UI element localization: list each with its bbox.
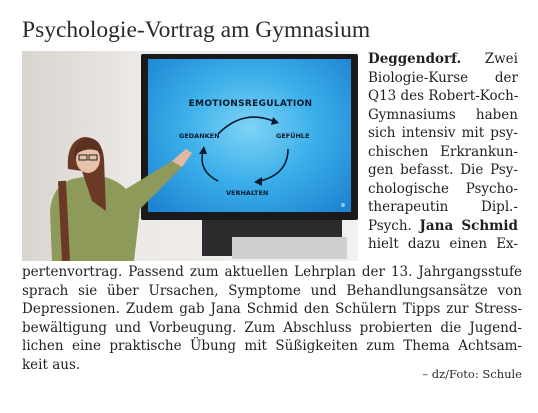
article-line: Q13 des Robert-Koch- <box>368 88 519 104</box>
article-line: sich intensiv mit psy- <box>368 125 518 141</box>
article-line: hielt dazu einen Ex- <box>368 236 518 252</box>
article-headline: Psychologie-Vortrag am Gymnasium <box>22 17 371 43</box>
slide-node-gefuehle: GEFÜHLE <box>276 132 310 140</box>
article-line: Deggendorf. Zwei <box>368 51 518 67</box>
article-text-column <box>368 50 518 254</box>
article-line: therapeutin Dipl.- <box>368 199 518 215</box>
article-line: Gymnasiums haben <box>368 106 518 123</box>
article-line: sprach sie über Ursachen, Symptome und Behandlungsansätze von <box>22 282 522 299</box>
slide-title: EMOTIONSREGULATION <box>188 99 313 109</box>
slide-node-gedanken: GEDANKEN <box>179 132 220 140</box>
article-line: lichen eine praktische Übung mit Süßigkeiten zum Thema Achtsam- <box>22 338 522 354</box>
article-text-full <box>22 263 522 374</box>
article-line: pertenvortrag. Passend zum aktuellen Lehrplan der 13. Jahrgangsstufe <box>22 264 522 280</box>
presenter-figure <box>22 51 358 261</box>
article-photo <box>22 51 358 261</box>
article-line: chischen Erkrankun- <box>368 143 518 160</box>
article-line: chologische Psycho- <box>368 180 518 197</box>
slide-node-verhalten: VERHALTEN <box>226 189 269 197</box>
article-line: Biologie-Kurse der <box>368 69 518 86</box>
photo-credit: – dz/Foto: Schule <box>422 367 522 381</box>
article-line: gen befasst. Die Psy- <box>368 162 518 178</box>
article-line: bewältigung und Vorbeugung. Zum Abschluss probierten die Jugend- <box>22 319 522 336</box>
article-line: Psych. Jana Schmid <box>368 217 518 234</box>
article-line: keit aus. <box>22 356 81 373</box>
article-line: Depressionen. Zudem gab Jana Schmid den Schülern Tipps zur Stress- <box>22 301 522 317</box>
